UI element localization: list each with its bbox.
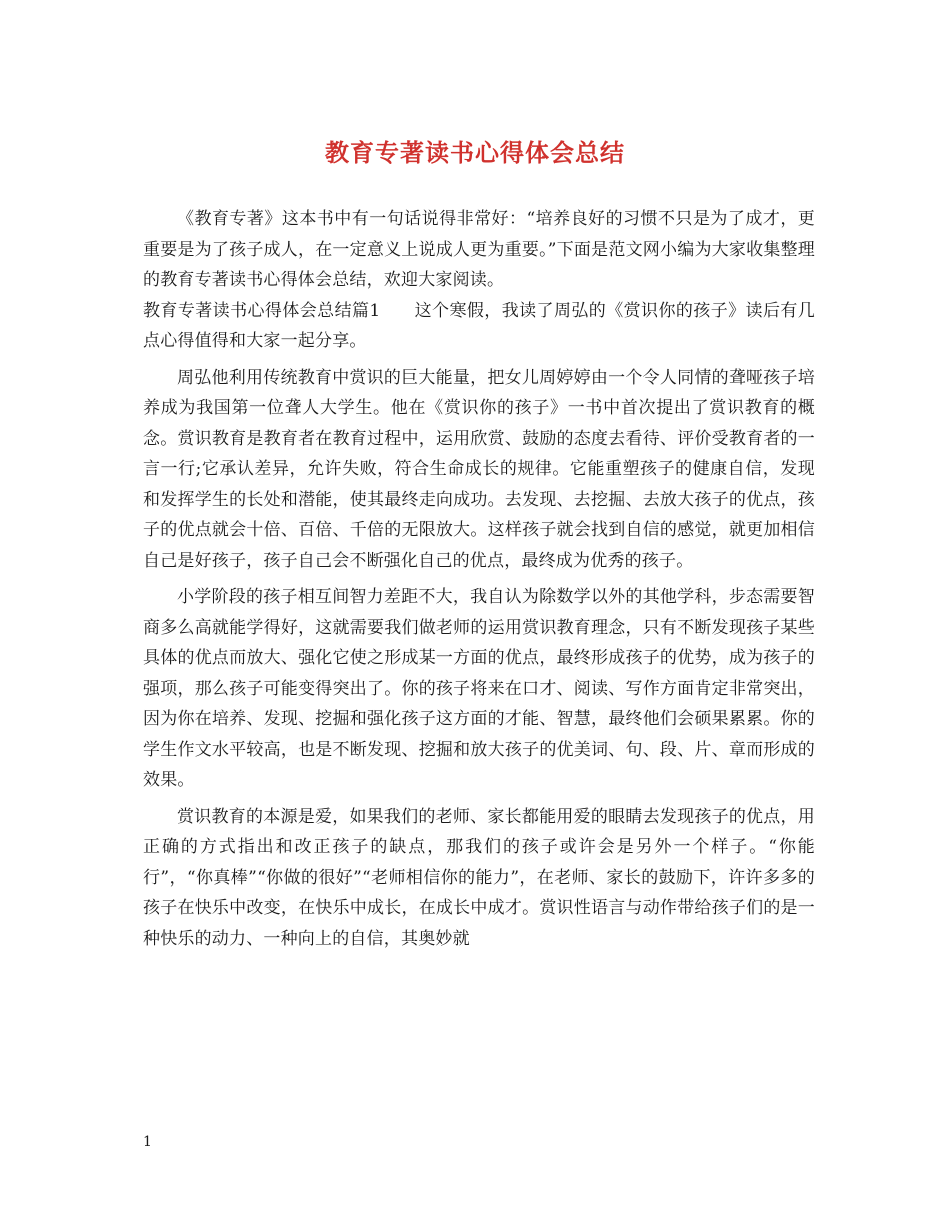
page-number: 1 [143,1134,152,1150]
body-paragraph: 小学阶段的孩子相互间智力差距不大，我自认为除数学以外的其他学科，步态需要智商多么高就能学得好，这就需要我们做老师的运用赏识教育理念，只有不断发现孩子某些具体的优点而放大、强化它使之形成某一方面的优点，最终形成孩子的优势，成为孩子的强项，那么孩子可能变得突出了。你的孩子将来在口才、阅读、写作方面肯定非常突出，因为你在培养、发现、挖掘和强化孩子这方面的才能、智慧，最终他们会硕果累累。你的学生作文水平较高，也是不断发现、挖掘和放大孩子的优美词、句、段、片、章而形成的效果。 [143,587,815,790]
body-paragraph: 周弘他利用传统教育中赏识的巨大能量，把女儿周婷婷由一个令人同情的聋哑孩子培养成为我国第一位聋人大学生。他在《赏识你的孩子》一书中首次提出了赏识教育的概念。赏识教育是教育者在教育过程中，运用欣赏、鼓励的态度去看待、评价受教育者的一言一行;它承认差异，允许失败，符合生命成长的规律。它能重塑孩子的健康自信，发现和发挥学生的长处和潜能，使其最终走向成功。去发现、去挖掘、去放大孩子的优点，孩子的优点就会十倍、百倍、千倍的无限放大。这样孩子就会找到自信的感觉，就更加相信自己是好孩子，孩子自己会不断强化自己的优点，最终成为优秀的孩子。 [143,367,815,571]
section-heading: 教育专著读书心得体会总结篇1 [143,300,381,321]
document-title: 教育专著读书心得体会总结 [325,138,625,167]
section-lead: 这个寒假，我读了周弘的《赏识你的孩子》读后有几点心得值得和大家一起分享。 [143,300,815,351]
body-paragraph: 赏识教育的本源是爱，如果我们的老师、家长都能用爱的眼睛去发现孩子的优点，用正确的方式指出和改正孩子的缺点，那我们的孩子或许会是另外一个样子。“你能行”，“你真棒”“你做的很好”“老师相信你的能力”，在老师、家长的鼓励下，许许多多的孩子在快乐中改变，在快乐中成长，在成长中成才。赏识性语言与动作带给孩子们的是一种快乐的动力、一种向上的自信，其奥妙就 [143,806,815,949]
document-body [143,204,815,954]
section-paragraph [143,296,815,357]
intro-paragraph: 《教育专著》这本书中有一句话说得非常好：“培养良好的习惯不只是为了成才，更重要是为了孩子成人，在一定意义上说成人更为重要。”下面是范文网小编为大家收集整理的教育专著读书心得体会总结，欢迎大家阅读。 [143,209,815,290]
